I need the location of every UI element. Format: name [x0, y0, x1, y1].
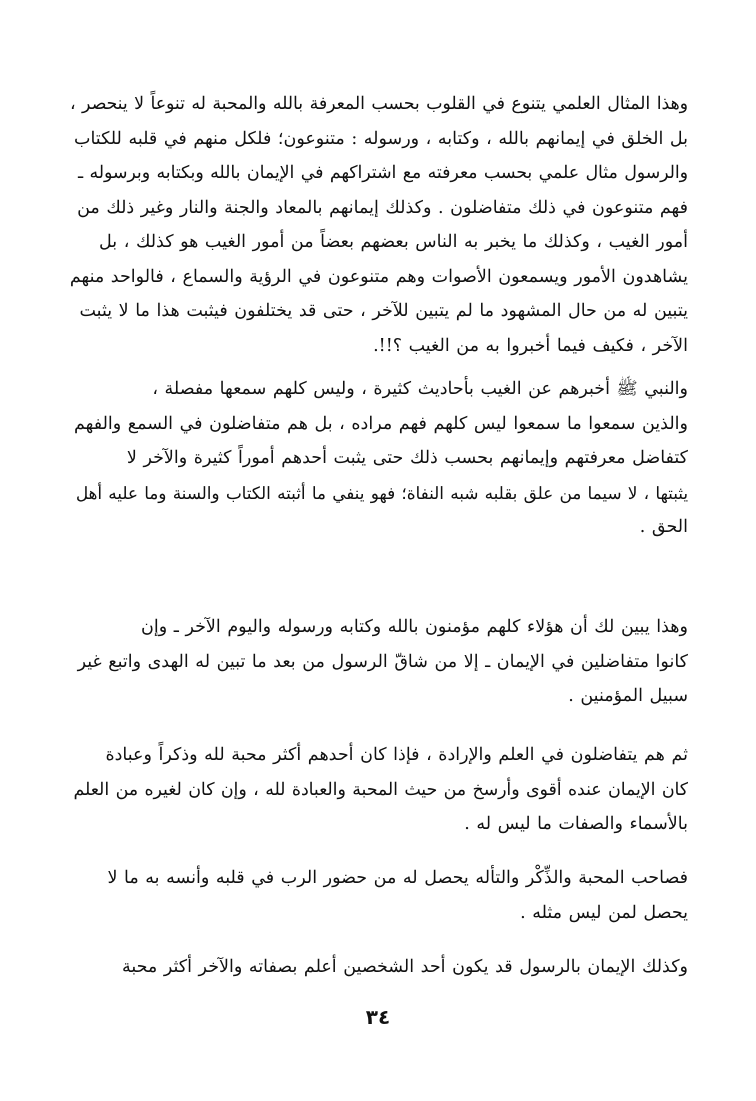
text-line: وهذا المثال العلمي يتنوع في القلوب بحسب المعرفة بالله والمحبة له تنوعاً لا ينحصر ، — [70, 94, 688, 114]
text-line: يتبين له من حال المشهود ما لم يتبين للآخر ، حتى قد يختلفون فيثبت هذا ما لا يثبت — [79, 301, 688, 321]
paragraph-4 — [70, 738, 688, 842]
text-line: يثبتها ، لا سيما من علق بقلبه شبه النفاة؛ فهو ينفي ما أثبته الكتاب والسنة وما عليه أهل — [75, 482, 688, 503]
text-line: والذين سمعوا ما سمعوا ليس كلهم فهم مراده ، بل هم متفاضلون في السمع والفهم — [74, 413, 688, 434]
text-line: بالأسماء والصفات ما ليس له . — [464, 814, 688, 834]
text-line: الآخر ، فكيف فيما أخبروا به من الغيب ؟!!. — [373, 335, 688, 356]
text-line: كانوا متفاضلين في الإيمان ـ إلا من شاقّ الرسول من بعد ما تبين له الهدى واتبع غير — [77, 651, 688, 672]
paragraph-6 — [70, 950, 688, 985]
text-line: والرسول مثال علمي بحسب معرفته مع اشتراكهم في الإيمان بالله وبكتابه وبرسوله ـ — [77, 163, 688, 183]
paragraph-2 — [70, 372, 688, 545]
text-line: أمور الغيب ، وكذلك ما يخبر به الناس بعضهم بعضاً من أمور الغيب هو كذلك ، بل — [99, 232, 688, 252]
text-line: كان الإيمان عنده أقوى وأرسخ من حيث المحبة والعبادة لله ، وإن كان لغيره من العلم — [73, 779, 688, 800]
text-line: الحق . — [639, 517, 688, 537]
text-line: بل الخلق في إيمانهم بالله ، وكتابه ، ورسوله : متنوعون؛ فلكل منهم في قلبه للكتاب — [74, 128, 688, 149]
page-number: ٣٤ — [365, 1005, 391, 1029]
paragraph-1 — [70, 87, 688, 363]
text-line: ثم هم يتفاضلون في العلم والإرادة ، فإذا كان أحدهم أكثر محبة لله وذكراً وعبادة — [105, 745, 688, 765]
text-line: وهذا يبين لك أن هؤلاء كلهم مؤمنون بالله وكتابه ورسوله واليوم الآخر ـ وإن — [141, 617, 688, 637]
text-line: والنبي ﷺ أخبرهم عن الغيب بأحاديث كثيرة ، وليس كلهم سمعها مفصلة ، — [152, 379, 688, 399]
paragraph-3 — [70, 610, 688, 714]
text-line: كتفاضل معرفتهم وإيمانهم بحسب ذلك حتى يثبت أحدهم أموراً كثيرة والآخر لا — [126, 448, 688, 468]
text-line: وكذلك الإيمان بالرسول قد يكون أحد الشخصين أعلم بصفاته والآخر أكثر محبة — [121, 957, 688, 977]
text-line: فصاحب المحبة والذِّكْر والتأله يحصل له من حضور الرب في قلبه وأنسه به ما لا — [107, 868, 688, 888]
text-line: فهم متنوعون في ذلك متفاضلون . وكذلك إيمانهم بالمعاد والجنة والنار وغير ذلك من — [77, 197, 688, 218]
text-line: يشاهدون الأمور ويسمعون الأصوات وهم متنوعون في الرؤية والسماع ، فالواحد منهم — [70, 266, 688, 287]
paragraph-5 — [70, 861, 688, 930]
text-line: يحصل لمن ليس مثله . — [520, 902, 688, 923]
text-line: سبيل المؤمنين . — [568, 686, 688, 706]
